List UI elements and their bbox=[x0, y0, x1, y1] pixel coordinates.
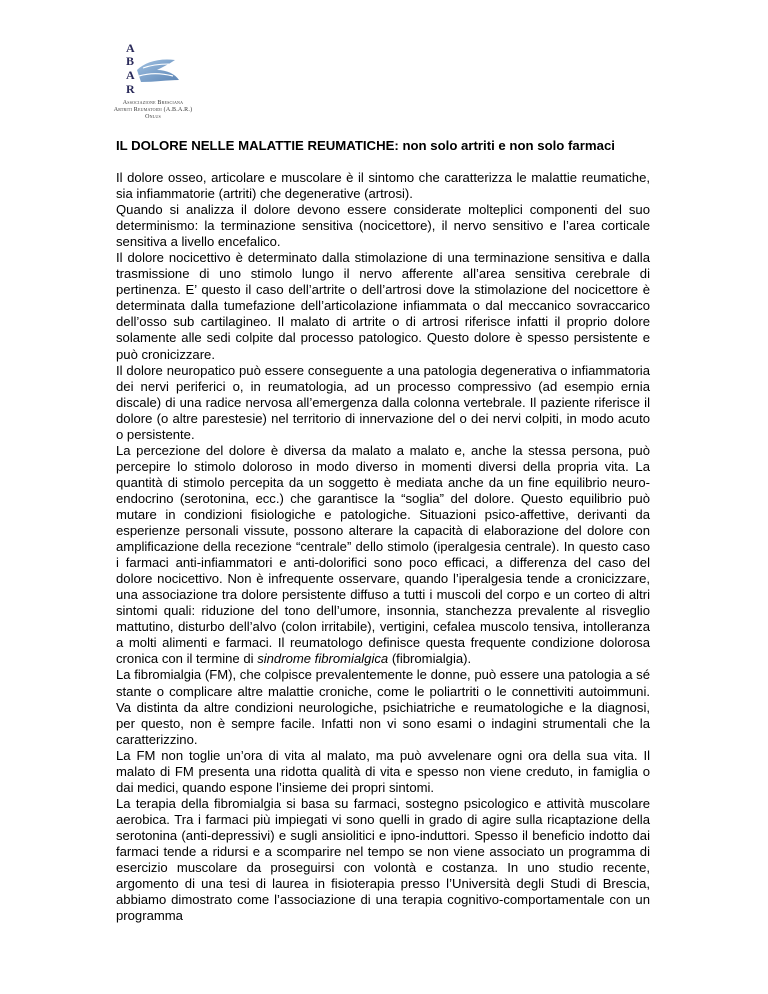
paragraph: Il dolore neuropatico può essere conseguente a una patologia degenerativa o infiammatoria dei nervi periferici o, in reumatologia, ad un processo compressivo (ad esempio ernia discale) di una radice nervosa all’emergenza dalla colonna vertebrale. Il paziente riferisce il dolore (o altre parestesie) nel territorio di innervazione del o dei nervi colpiti, in modo acuto o persistente. bbox=[116, 362, 650, 442]
paragraph: Il dolore nocicettivo è determinato dalla stimolazione di una terminazione sensitiva e dalla trasmissione di uno stimolo lungo il nervo afferente all’area sensitiva cerebrale di pertinenza. E’ questo il caso dell’artrite o dell’artrosi dove la stimolazione del nocicettore è determinata dalla tumefazione dell’articolazione infiammata o dal meccanico sovraccarico dell’osso sub cartilagineo. Il malato di artrite o di artrosi riferisce infatti il proprio dolore solamente alle sedi colpite dal processo patologico. Questo dolore è spesso persistente e può cronicizzare. bbox=[116, 250, 650, 362]
logo-caption-line: Associazione Bresciana bbox=[122, 100, 184, 106]
logo-letter-r: R bbox=[126, 82, 135, 96]
emphasis-term: sindrome fibromialgica bbox=[257, 651, 389, 667]
paragraph bbox=[116, 443, 650, 668]
logo-letter-a1: A bbox=[126, 41, 135, 55]
abar-logo bbox=[113, 40, 193, 121]
article-body bbox=[116, 138, 650, 924]
article-title: IL DOLORE NELLE MALATTIE REUMATICHE: non solo artriti e non solo farmaci bbox=[116, 138, 615, 153]
logo-caption-line: Onlus bbox=[145, 114, 161, 120]
paragraph: La fibromialgia (FM), che colpisce prevalentemente le donne, può essere una patologia a sé stante o complicare altre malattie croniche, come le poliartriti o le connettiviti autoimmuni. Va distinta da altre condizioni neurologiche, psichiatriche e reumatologiche e la diagnosi, per questo, non è sempre facile. Infatti non vi sono esami o indagini strumentali che la caratterizzino. bbox=[116, 667, 650, 747]
paragraph-text: La percezione del dolore è diversa da malato a malato e, anche la stessa persona, può percepire lo stimolo doloroso in modo diverso in momenti diversi della propria vita. La quantità di stimolo percepita da un soggetto è mediata anche da un fine equilibrio neuro-endocrino (serotonina, ecc.) che garantisce la “soglia” del dolore. Questo equilibrio può mutare in condizioni fisiologiche e patologiche. Situazioni psico-affettive, derivanti da esperienze personali vissute, possono alterare la capacità di elaborazione del dolore con amplificazione della recezione “centrale” dello stimolo (iperalgesia centrale). In questo caso i farmaci anti-infiammatori e anti-dolorifici sono poco efficaci, a differenza del caso del dolore nocicettivo. Non è infrequente osservare, quando l’iperalgesia tende a cronicizzare, una associazione tra dolore persistente diffuso a tutti i muscoli del corpo e un corteo di altri sintomi quali: riduzione del tono dell’umore, insonnia, stanchezza prevalente al risveglio mattutino, disturbo dell’alvo (colon irritabile), vertigini, cefalea muscolo tensiva, intolleranza a molti alimenti e farmaci. Il reumatologo definisce questa frequente condizione dolorosa cronica con il termine di bbox=[116, 442, 650, 667]
paragraph: Quando si analizza il dolore devono essere considerate molteplici componenti del suo determinismo: la terminazione sensitiva (nocicettore), il nervo sensitivo e l’area corticale sensitiva a livello encefalico. bbox=[116, 202, 650, 250]
logo-letter-a2: A bbox=[126, 68, 135, 82]
abar-logo-icon bbox=[123, 40, 183, 98]
paragraph: La FM non toglie un’ora di vita al malato, ma può avvelenare ogni ora della sua vita. Il malato di FM presenta una ridotta qualità di vita e spesso non viene creduto, in famiglia o dai medici, quando espone l’insieme dei propri sintomi. bbox=[116, 747, 650, 795]
logo-caption bbox=[113, 100, 193, 121]
paragraph: La terapia della fibromialgia si basa su farmaci, sostegno psicologico e attività muscolare aerobica. Tra i farmaci più impiegati vi sono quelli in grado di agire sulla ricaptazione della serotonina (anti-depressivi) e sugli ansiolitici e ipno-induttori. Spesso il beneficio indotto dai farmaci tende a ridursi e a scomparire nel tempo se non viene associato un programma di esercizio muscolare da proseguirsi con volontà e costanza. In uno studio recente, argomento di una tesi di laurea in fisioterapia presso l’Università degli Studi di Brescia, abbiamo dimostrato come l’associazione di una terapia cognitivo-comportamentale con un programma bbox=[116, 795, 650, 924]
logo-letter-b: B bbox=[126, 54, 135, 68]
paragraph-text-tail: (fibromialgia). bbox=[388, 651, 472, 667]
logo-caption-line: Artriti Reumatoidi (A.B.A.R.) bbox=[113, 107, 193, 113]
paragraph: Il dolore osseo, articolare e muscolare è il sintomo che caratterizza le malattie reumatiche, sia infiammatorie (artriti) che degenerative (artrosi). bbox=[116, 170, 650, 202]
